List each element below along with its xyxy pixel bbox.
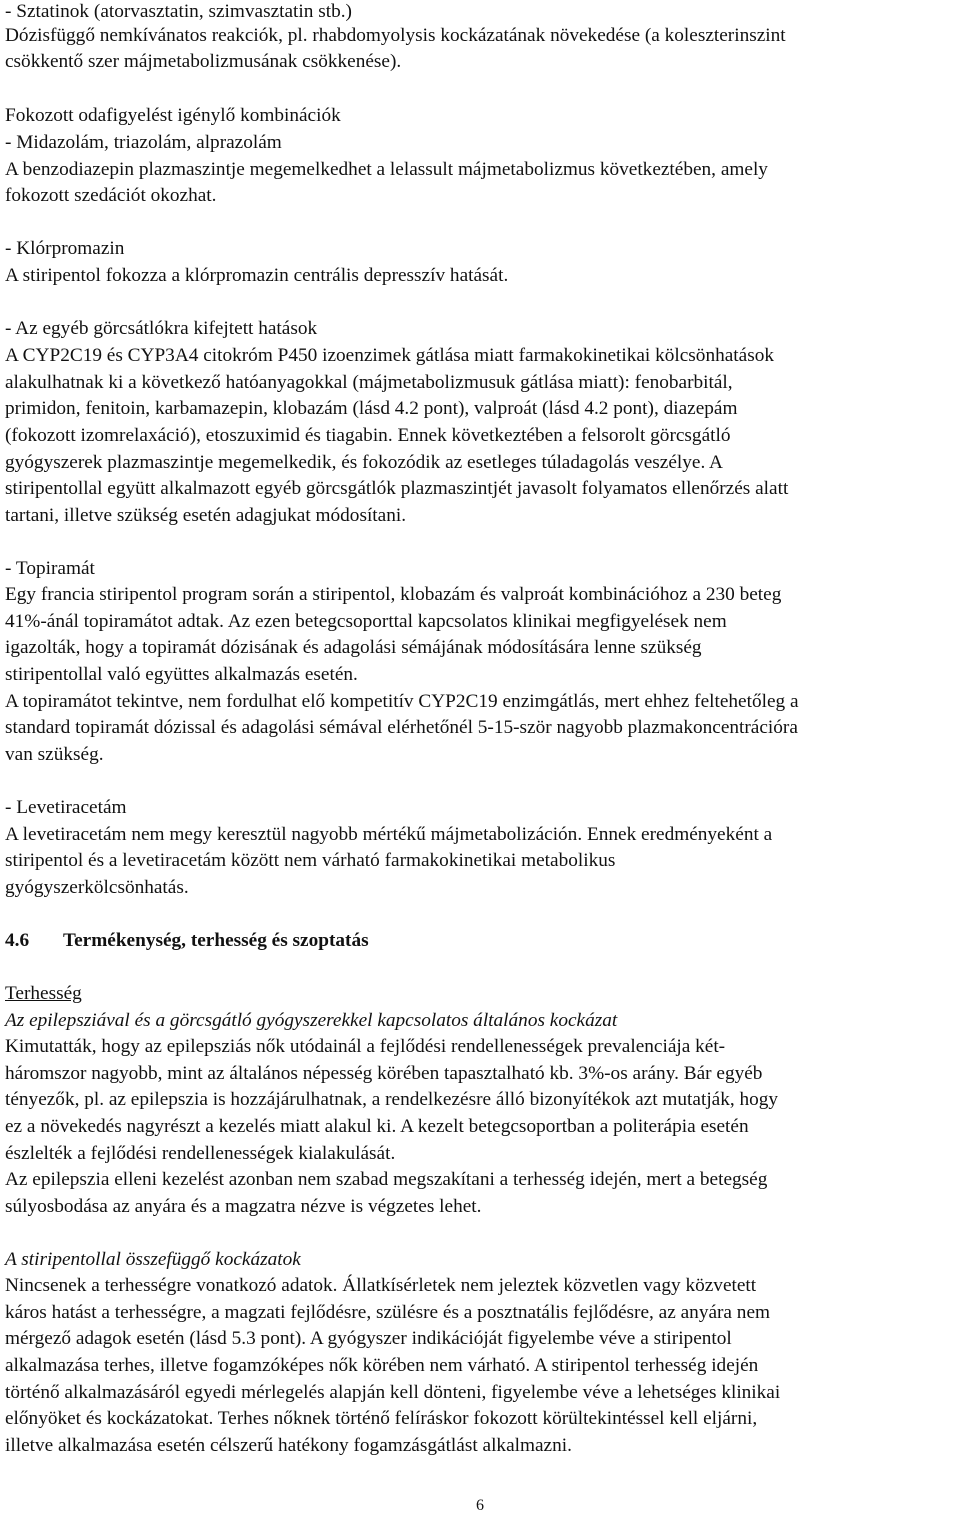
italic-subheading: A stiripentollal összefüggő kockázatok (5, 1249, 301, 1270)
text-line: - Topiramát (5, 558, 95, 579)
text-line: A benzodiazepin plazmaszintje megemelkedhet a lelassult májmetabolizmus következtében, amely (5, 159, 768, 180)
subheading: Fokozott odafigyelést igénylő kombinációk (5, 105, 341, 126)
text-line: ez a növekedés nagyrészt a kezelés miatt alakul ki. A kezelt betegcsoportban a politerápia esetén (5, 1116, 749, 1137)
text-line: Az epilepszia elleni kezelést azonban nem szabad megszakítani a terhesség idején, mert a betegség (5, 1169, 768, 1190)
italic-subheading: Az epilepsziával és a görcsgátló gyógyszerekkel kapcsolatos általános kockázat (5, 1010, 618, 1031)
text-line: alkalmazása terhes, illetve fogamzóképes nők körében nem várható. A stiripentol terhesség idején (5, 1355, 759, 1376)
text-line: tartani, illetve szükség esetén adagjukat módosítani. (5, 505, 407, 526)
text-line: standard topiramát dózissal és adagolási sémával elérhetőnél 5-15-ször nagyobb plazmakoncentrációra (5, 717, 798, 738)
text-line: káros hatást a terhességre, a magzati fejlődésre, szülésre és a posztnatális fejlődésre, az anyára nem (5, 1302, 771, 1323)
text-line: csökkentő szer májmetabolizmusának csökkenése). (5, 51, 402, 72)
text-line: A stiripentol fokozza a klórpromazin centrális depresszív hatását. (5, 265, 509, 286)
text-line: Dózisfüggő nemkívánatos reakciók, pl. rhabdomyolysis kockázatának növekedése (a koleszterinszint (5, 25, 786, 46)
text-line: 41%-ánál topiramátot adtak. Az ezen betegcsoporttal kapcsolatos klinikai megfigyelések nem (5, 611, 727, 632)
text-line: történő alkalmazásáról egyedi mérlegelés alapján kell dönteni, figyelembe véve a lehetséges klinikai (5, 1382, 781, 1403)
text-line: Egy francia stiripentol program során a stiripentol, klobazám és valproát kombinációhoz a 230 beteg (5, 584, 782, 605)
text-line: mérgező adagok esetén (lásd 5.3 pont). A gyógyszer indikációját figyelembe véve a stiripentol (5, 1328, 732, 1349)
text-line: észlelték a fejlődési rendellenességek kialakulását. (5, 1143, 396, 1164)
text-line: igazolták, hogy a topiramát dózisának és adagolási sémájának módosítására lenne szükség (5, 637, 702, 658)
text-line: - Sztatinok (atorvasztatin, szimvasztatin stb.) (5, 1, 352, 22)
text-line: - Az egyéb görcsátlókra kifejtett hatások (5, 318, 318, 339)
text-line: (fokozott izomrelaxáció), etoszuximid és tiagabin. Ennek következtében a felsorolt görcsgátló (5, 425, 731, 446)
section-heading (5, 927, 369, 954)
text-line: gyógyszerek plazmaszintje megemelkedik, és fokozódik az esetleges túladagolás veszélye. A (5, 452, 723, 473)
text-line: háromszor nagyobb, mint az általános népesség körében tapasztalható kb. 3%-os arány. Bár egyéb (5, 1063, 763, 1084)
text-line: stiripentollal való együttes alkalmazás esetén. (5, 664, 358, 685)
text-line: előnyöket és kockázatokat. Terhes nőknek történő felíráskor fokozott körültekintéssel kell eljárni, (5, 1408, 758, 1429)
section-number: 4.6 (5, 930, 30, 951)
text-line: súlyosbodása az anyára és a magzatra nézve is végzetes lehet. (5, 1196, 482, 1217)
text-line: stiripentol és a levetiracetám között nem várható farmakokinetikai metabolikus (5, 850, 616, 871)
text-line: A topiramátot tekintve, nem fordulhat elő kompetitív CYP2C19 enzimgátlás, mert ehhez feltehetőleg a (5, 691, 799, 712)
text-line: van szükség. (5, 744, 104, 765)
text-line: A levetiracetám nem megy keresztül nagyobb mértékű májmetabolizáción. Ennek eredményeként a (5, 824, 773, 845)
subsection-title: Terhesség (5, 983, 82, 1004)
text-line: gyógyszerkölcsönhatás. (5, 877, 189, 898)
text-line: Kimutatták, hogy az epilepsziás nők utódainál a fejlődési rendellenességek prevalenciája két- (5, 1036, 726, 1057)
text-line: primidon, fenitoin, karbamazepin, klobazám (lásd 4.2 pont), valproát (lásd 4.2 pont), diazepám (5, 398, 738, 419)
text-line: - Levetiracetám (5, 797, 127, 818)
text-line: A CYP2C19 és CYP3A4 citokróm P450 izoenzimek gátlása miatt farmakokinetikai kölcsönhatások (5, 345, 774, 366)
text-line: illetve alkalmazása esetén célszerű hatékony fogamzásgátlást alkalmazni. (5, 1435, 572, 1456)
text-line: alakulhatnak ki a következő hatóanyagokkal (májmetabolizmusuk gátlása miatt): fenobarbitál, (5, 372, 733, 393)
section-title: Termékenység, terhesség és szoptatás (63, 930, 369, 951)
text-line: - Midazolám, triazolám, alprazolám (5, 132, 282, 153)
text-line: tényezők, pl. az epilepszia is hozzájárulhatnak, a rendelkezésre álló bizonyítékok azt mutatják, hogy (5, 1089, 779, 1110)
text-line: fokozott szedációt okozhat. (5, 185, 217, 206)
page-number: 6 (476, 1497, 484, 1514)
text-line: stiripentollal együtt alkalmazott egyéb görcsgátlók plazmaszintjét javasolt folyamatos ellenőrzés alatt (5, 478, 789, 499)
text-line: - Klórpromazin (5, 238, 125, 259)
text-line: Nincsenek a terhességre vonatkozó adatok. Állatkísérletek nem jeleztek közvetlen vagy közvetett (5, 1275, 757, 1296)
